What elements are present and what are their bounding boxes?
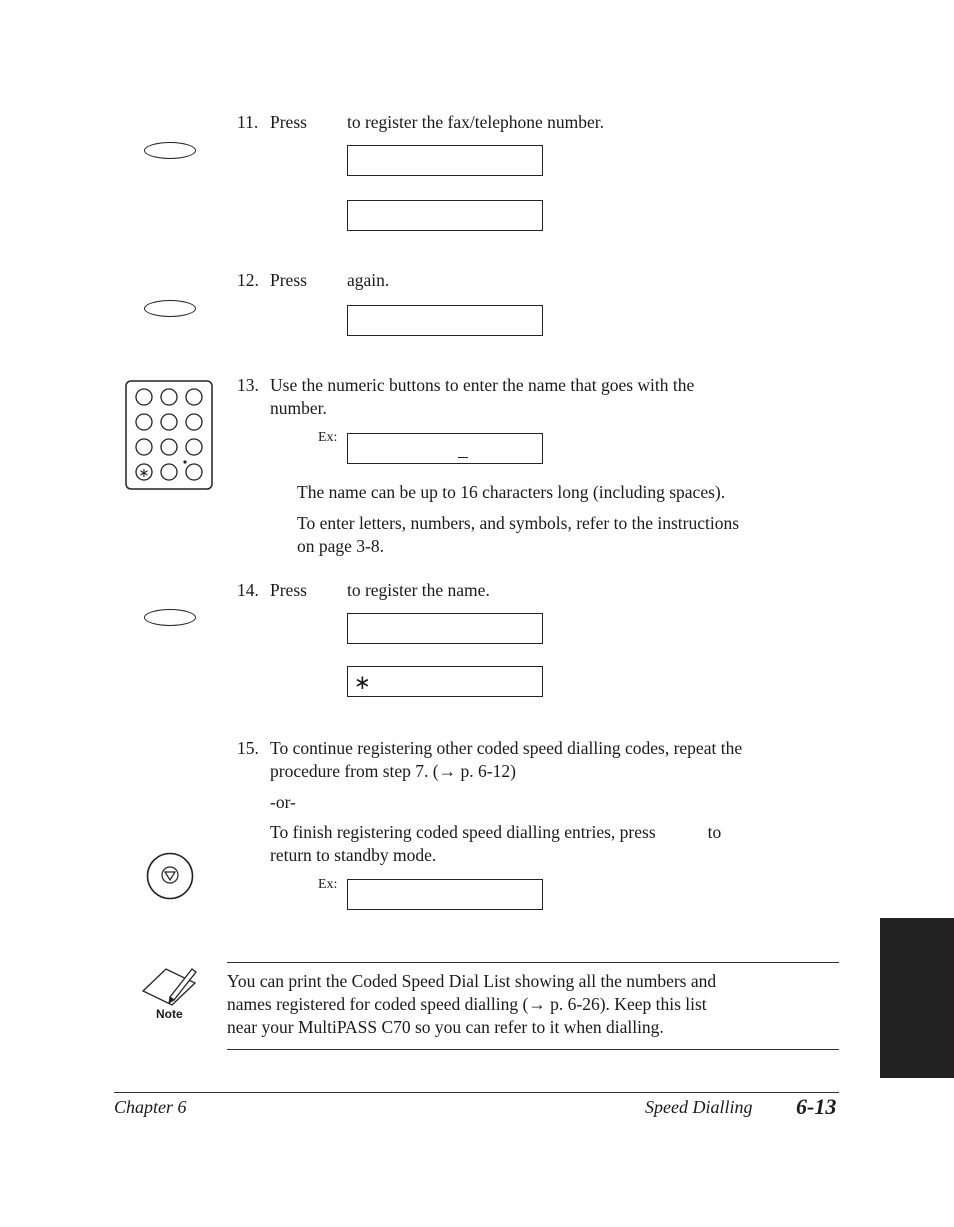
cursor-underscore <box>458 457 468 458</box>
footer-section: Speed Dialling <box>645 1097 753 1117</box>
note-text: You can print the Coded Speed Dial List showing all the numbers and names registered for coded speed dialling (→ p. 6-26). Keep this list near your MultiPASS C70 so you can refer to it when dialling. <box>227 971 717 1037</box>
chapter-tab <box>880 918 954 1078</box>
lcd-display <box>347 200 543 231</box>
footer-chapter: Chapter 6 <box>114 1097 187 1117</box>
step-11: 11. Press to register the fax/telephone number. <box>237 112 605 132</box>
note-label: Note <box>156 1007 183 1021</box>
lcd-display <box>347 145 543 176</box>
note-bottom-rule <box>227 1049 839 1050</box>
step-15: 15. To continue registering other coded speed dialling codes, repeat the procedure from step 7. (→ p. 6-12) <box>237 738 743 781</box>
lcd-display <box>347 305 543 336</box>
page-number: 6-13 <box>796 1094 837 1119</box>
numeric-keypad-icon <box>125 380 215 492</box>
lcd-display <box>347 433 543 464</box>
note-top-rule <box>227 962 839 963</box>
lcd-display <box>347 613 543 644</box>
step-14: 14. Press to register the name. <box>237 580 490 600</box>
example-label: Ex: <box>318 430 338 445</box>
lcd-asterisk: ∗ <box>354 670 371 694</box>
set-button-icon <box>144 142 196 159</box>
footer-rule <box>114 1092 839 1093</box>
example-label: Ex: <box>318 877 338 892</box>
step-13-instructions: To enter letters, numbers, and symbols, refer to the instructions on page 3-8. <box>297 513 740 556</box>
lcd-display <box>347 666 543 697</box>
set-button-icon <box>144 609 196 626</box>
step-13-note: The name can be up to 16 characters long (including spaces). <box>297 482 726 502</box>
stop-button-icon <box>146 852 196 902</box>
star-key-label: ∗ <box>138 466 150 481</box>
note-pencil-icon <box>140 963 200 1009</box>
step-15-finish: To finish registering coded speed dialling entries, press to return to standby mode. <box>270 822 722 865</box>
step-12: 12. Press again. <box>237 270 390 290</box>
step-13: 13. Use the numeric buttons to enter the name that goes with the number. <box>237 375 695 418</box>
lcd-display <box>347 879 543 910</box>
or-separator: -or- <box>270 792 296 812</box>
set-button-icon <box>144 300 196 317</box>
